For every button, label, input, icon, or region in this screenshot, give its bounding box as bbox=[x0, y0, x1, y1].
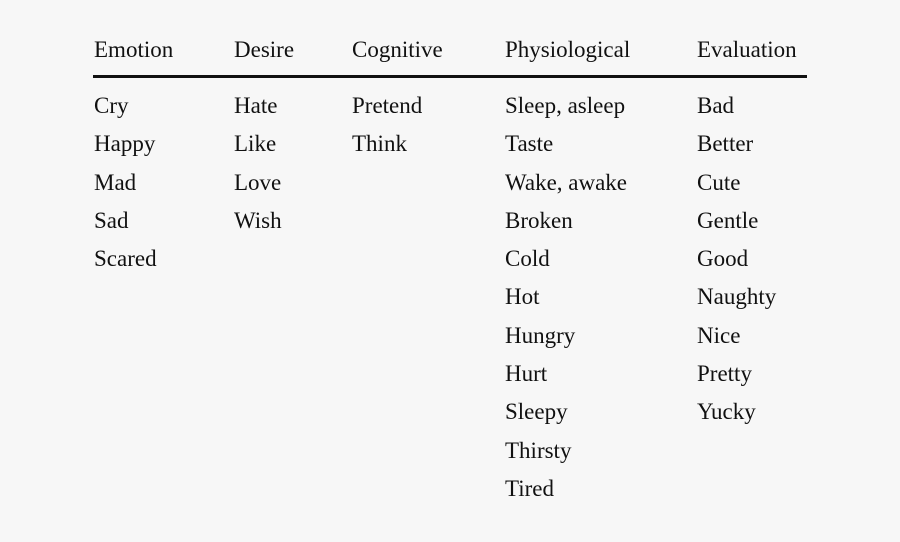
table-cell: Mad bbox=[94, 169, 137, 195]
table-cell: Better bbox=[697, 131, 754, 157]
column-cognitive bbox=[352, 92, 422, 169]
table-cell: Cry bbox=[94, 93, 129, 118]
table-cell: Wake, awake bbox=[505, 169, 628, 195]
table-cell: Broken bbox=[505, 207, 573, 233]
table-cell: Naughty bbox=[697, 284, 777, 310]
table-cell: Love bbox=[234, 169, 282, 195]
table-cell: Think bbox=[352, 131, 407, 157]
table-cell: Cold bbox=[505, 246, 550, 272]
column-desire bbox=[234, 92, 282, 245]
table-cell: Sleepy bbox=[505, 399, 568, 425]
column-header-physiological: Physiological bbox=[505, 37, 631, 62]
column-header-emotion: Emotion bbox=[94, 37, 174, 62]
table-cell: Taste bbox=[505, 131, 554, 157]
table-cell: Cute bbox=[697, 169, 741, 195]
table-cell: Pretty bbox=[697, 361, 752, 387]
table-cell: Hot bbox=[505, 284, 540, 310]
table-cell: Hate bbox=[234, 93, 278, 118]
table-cell: Scared bbox=[94, 246, 157, 272]
table-cell: Like bbox=[234, 131, 277, 157]
column-header-evaluation: Evaluation bbox=[697, 37, 797, 62]
table-cell: Hungry bbox=[505, 322, 576, 348]
table-cell: Pretend bbox=[352, 93, 423, 118]
table-cell: Sleep, asleep bbox=[505, 93, 626, 118]
table-cell: Wish bbox=[234, 207, 282, 233]
table-cell: Nice bbox=[697, 322, 741, 348]
column-evaluation bbox=[697, 92, 776, 437]
column-emotion bbox=[94, 92, 157, 283]
column-header-cognitive: Cognitive bbox=[352, 37, 443, 62]
header-rule bbox=[93, 75, 807, 78]
table-cell: Sad bbox=[94, 207, 129, 233]
table-cell: Bad bbox=[697, 93, 735, 118]
table-cell: Yucky bbox=[697, 399, 756, 425]
column-header-desire: Desire bbox=[234, 37, 295, 62]
table-cell: Hurt bbox=[505, 361, 548, 387]
table-cell: Happy bbox=[94, 131, 156, 157]
table-cell: Thirsty bbox=[505, 437, 572, 463]
column-physiological bbox=[505, 92, 627, 513]
table-cell: Gentle bbox=[697, 207, 759, 233]
table-cell: Tired bbox=[505, 475, 554, 501]
table-cell: Good bbox=[697, 246, 749, 272]
